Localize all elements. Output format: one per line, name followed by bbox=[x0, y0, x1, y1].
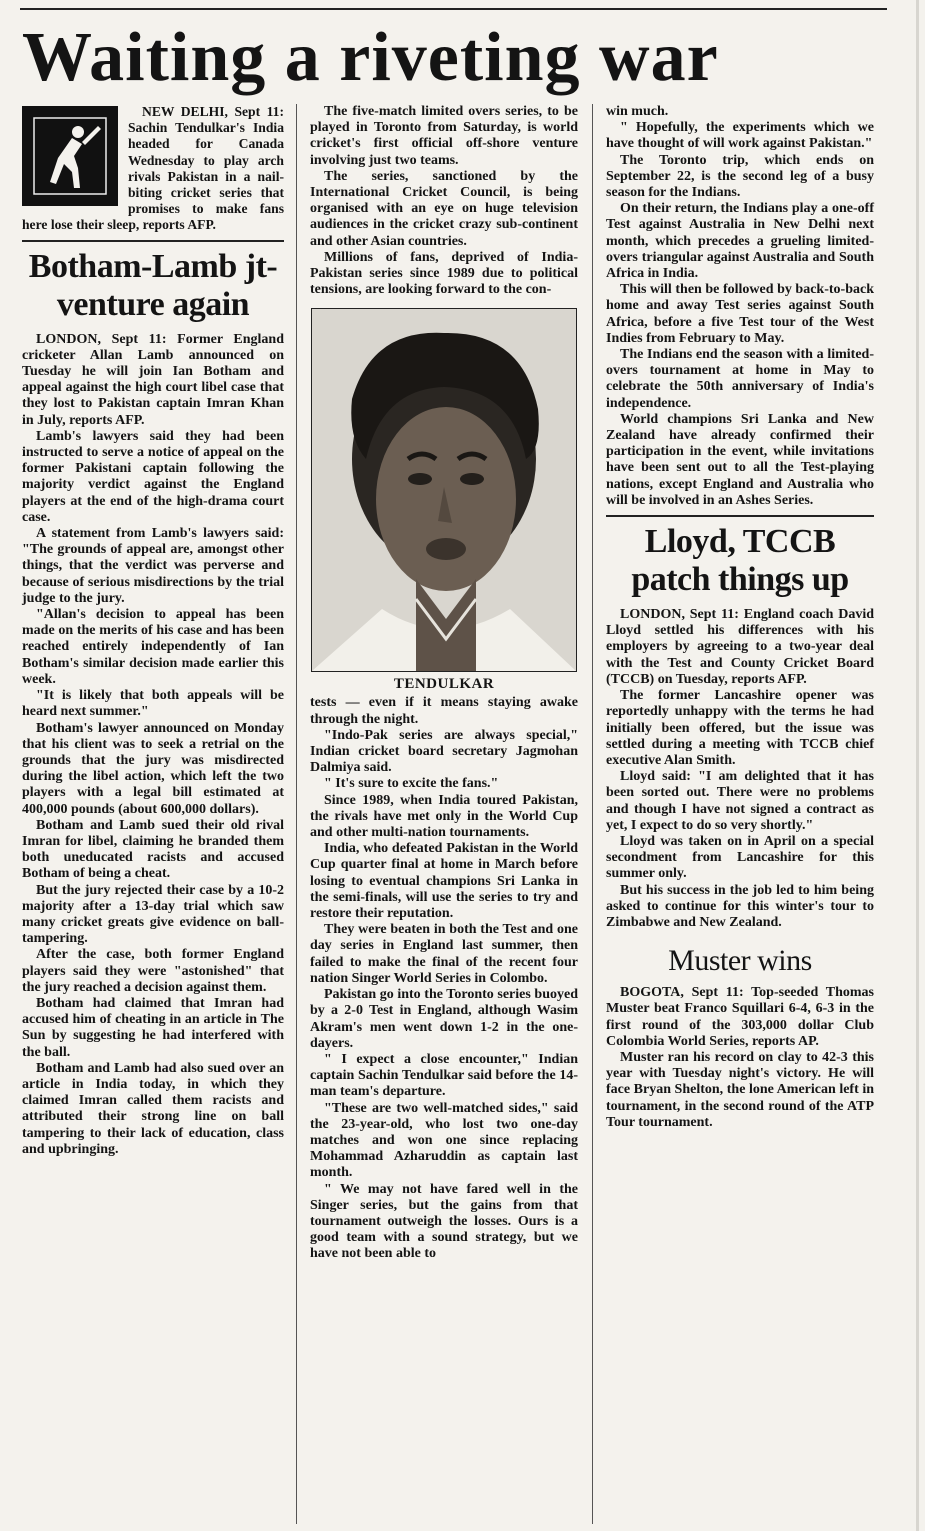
lloyd-paragraph: The former Lancashire opener was reportedly unhappy with the terms he had initially been offered, but the issue was settled during a meeting with TCCB chief executive Alan Smith. bbox=[606, 688, 874, 768]
lloyd-paragraph: But his success in the job led to him being asked to continue for this winter's tour to Zimbabwe and New Zealand. bbox=[606, 882, 874, 930]
botham-paragraph: "Allan's decision to appeal has been made on the merits of his case and has been reached entirely independently of Ian Botham's similar decision made earlier this week. bbox=[22, 607, 284, 687]
botham-paragraph: But the jury rejected their case by a 10-2 majority after a 13-day trial which saw many cricket greats give evidence on ball-tampering. bbox=[22, 882, 284, 947]
botham-paragraph: A statement from Lamb's lawyers said: "The grounds of appeal are, amongst other things, that the verdict was perverse and because of serious misdirections by the trial judge to the jury. bbox=[22, 526, 284, 606]
botham-paragraph: "It is likely that both appeals will be heard next summer." bbox=[22, 688, 284, 720]
lead-paragraph: " Hopefully, the experiments which we have thought of will work against Pakistan." bbox=[606, 120, 874, 152]
lead-paragraph: Since 1989, when India toured Pakistan, the rivals have met only in the World Cup and other multi-nation tournaments. bbox=[310, 792, 578, 841]
lead-paragraph: Millions of fans, deprived of India-Pakistan series since 1989 due to political tensions, are looking forward to the con- bbox=[310, 249, 578, 298]
tendulkar-photo bbox=[311, 308, 577, 672]
lead-paragraph: World champions Sri Lanka and New Zealand have already confirmed their participation in the event, while invitations have been sent out to all the Test-playing nations, except England and Australia who will be involved in an Ashes Series. bbox=[606, 411, 874, 508]
lead-paragraph: The five-match limited overs series, to be played in Toronto from Saturday, is world cricket's first official off-shore venture involving just two teams. bbox=[310, 104, 578, 168]
muster-paragraph: BOGOTA, Sept 11: Top-seeded Thomas Muster beat Franco Squillari 6-4, 6-3 in the first round of the 303,000 dollar Club Colombia World Series, reports AP. bbox=[606, 985, 874, 1049]
lloyd-headline: Lloyd, TCCB patch things up bbox=[631, 523, 849, 599]
batsman-silhouette-icon bbox=[28, 112, 112, 200]
muster-paragraph: Muster ran his record on clay to 42-3 this year with Tuesday night's victory. He will face Bryan Shelton, the lone American left in tournament, in the second round of the ATP Tour tournament. bbox=[606, 1049, 874, 1130]
botham-paragraph: Botham's lawyer announced on Monday that his client was to seek a retrial on the grounds that the jury was misdirected during the libel action, which left the two players with a legal bill estimated at 400,000 pounds (about 600,000 dollars). bbox=[22, 720, 284, 817]
lead-paragraph: India, who defeated Pakistan in the World Cup quarter final at home in March before losing to eventual champions Sri Lanka in the semi-finals, will use the series to try and restore their reputation. bbox=[310, 841, 578, 922]
lead-paragraph: The Toronto trip, which ends on September 22, is the second leg of a busy season for the Indians. bbox=[606, 152, 874, 201]
page-edge bbox=[916, 0, 919, 1531]
lead-paragraph: "These are two well-matched sides," said the 23-year-old, who lost two one-day matches and won one since replacing Mohammad Azharuddin as captain last month. bbox=[310, 1100, 578, 1181]
cricket-batsman-icon bbox=[22, 106, 118, 206]
column-divider-1 bbox=[296, 104, 297, 1524]
lead-paragraph: Pakistan go into the Toronto series buoyed by a 2-0 Test in England, although Wasim Akram's men went down 1-2 in the one-dayers. bbox=[310, 987, 578, 1051]
column-1 bbox=[22, 104, 284, 1158]
lead-paragraph: On their return, the Indians play a one-off Test against Australia in New Delhi next month, which precedes a grueling limited-overs triangular against Australia and South Africa in India. bbox=[606, 201, 874, 282]
portrait-image bbox=[312, 309, 576, 671]
lead-paragraph: tests — even if it means staying awake through the night. bbox=[310, 695, 578, 727]
lead-paragraph: They were beaten in both the Test and one day series in England last summer, then failed to make the final of the recent four nation Singer World Series in Colombo. bbox=[310, 922, 578, 986]
lead-paragraph: This will then be followed by back-to-back home and away Test series against South Africa, before a five Test tour of the West Indies from February to May. bbox=[606, 282, 874, 346]
botham-paragraph: LONDON, Sept 11: Former England cricketer Allan Lamb announced on Tuesday he will join Ian Botham and appeal against the high court libel case that they lost to Pakistan captain Imran Khan in July, reports AFP. bbox=[22, 331, 284, 428]
lead-paragraph: " I expect a close encounter," Indian captain Sachin Tendulkar said before the 14-man team's departure. bbox=[310, 1051, 578, 1100]
lloyd-paragraph: LONDON, Sept 11: England coach David Lloyd settled his differences with his employers by agreeing to a two-year deal with the Test and County Cricket Board (TCCB) on Tuesday, reports AFP. bbox=[606, 607, 874, 687]
lead-paragraph: win much. bbox=[606, 104, 669, 119]
main-headline: Waiting a riveting war bbox=[22, 19, 719, 96]
botham-paragraph: Lamb's lawyers said they had been instructed to serve a notice of appeal on the former Pakistani captain following the majority verdict against the England players at the end of the high-drama court case. bbox=[22, 428, 284, 525]
botham-paragraph: Botham had claimed that Imran had accused him of cheating in an article in The Sun by suggesting he had interfered with the ball. bbox=[22, 995, 284, 1060]
section-divider bbox=[22, 240, 284, 242]
top-rule bbox=[20, 8, 887, 10]
lloyd-paragraph: Lloyd was taken on in April on a special secondment from Lancashire for this summer only. bbox=[606, 833, 874, 882]
botham-paragraph: Botham and Lamb had also sued over an article in India today, in which they claimed Imran called them racists and attributed their strong line on ball tampering to their lack of education, class and upbringing. bbox=[22, 1060, 284, 1157]
botham-headline: Botham-Lamb jt-venture again bbox=[28, 247, 278, 323]
column-3 bbox=[606, 104, 874, 1131]
column-divider-2 bbox=[592, 104, 593, 1524]
botham-paragraph: Botham and Lamb sued their old rival Imran for libel, claiming he branded them both uneducated racists and accused Botham of being a cheat. bbox=[22, 817, 284, 882]
lead-paragraph: "Indo-Pak series are always special," Indian cricket board secretary Jagmohan Dalmiya said. bbox=[310, 727, 578, 776]
lead-paragraph-1: NEW DELHI, Sept 11: Sachin Tendulkar's India headed for Canada Wednesday to play arch rivals Pakistan in a nail-biting cricket series that promises to make fans here lose their sleep, reports AFP. bbox=[22, 104, 284, 233]
column-2 bbox=[310, 104, 578, 1263]
lead-paragraph: " It's sure to excite the fans." bbox=[324, 776, 499, 792]
section-divider bbox=[606, 515, 874, 517]
photo-caption: TENDULKAR bbox=[393, 676, 495, 693]
lead-paragraph: The series, sanctioned by the International Cricket Council, is being organised with an eye on huge television audiences in the cricket crazy sub-continent and other Asian countries. bbox=[310, 168, 578, 249]
muster-headline: Muster wins bbox=[668, 944, 812, 978]
lloyd-paragraph: Lloyd said: "I am delighted that it has been sorted out. There were no problems and though I have not signed a contract as yet, I expect to do so very shortly." bbox=[606, 769, 874, 833]
lead-paragraph: " We may not have fared well in the Singer series, but the gains from that tournament outweigh the losses. Ours is a good team with a sound strategy, but we have not been able to bbox=[310, 1181, 578, 1262]
botham-paragraph: After the case, both former England players said they were "astonished" that the jury reached a decision against them. bbox=[22, 947, 284, 995]
lead-paragraph: The Indians end the season with a limited-overs tournament at home in May to celebrate the 50th anniversary of India's independence. bbox=[606, 347, 874, 411]
